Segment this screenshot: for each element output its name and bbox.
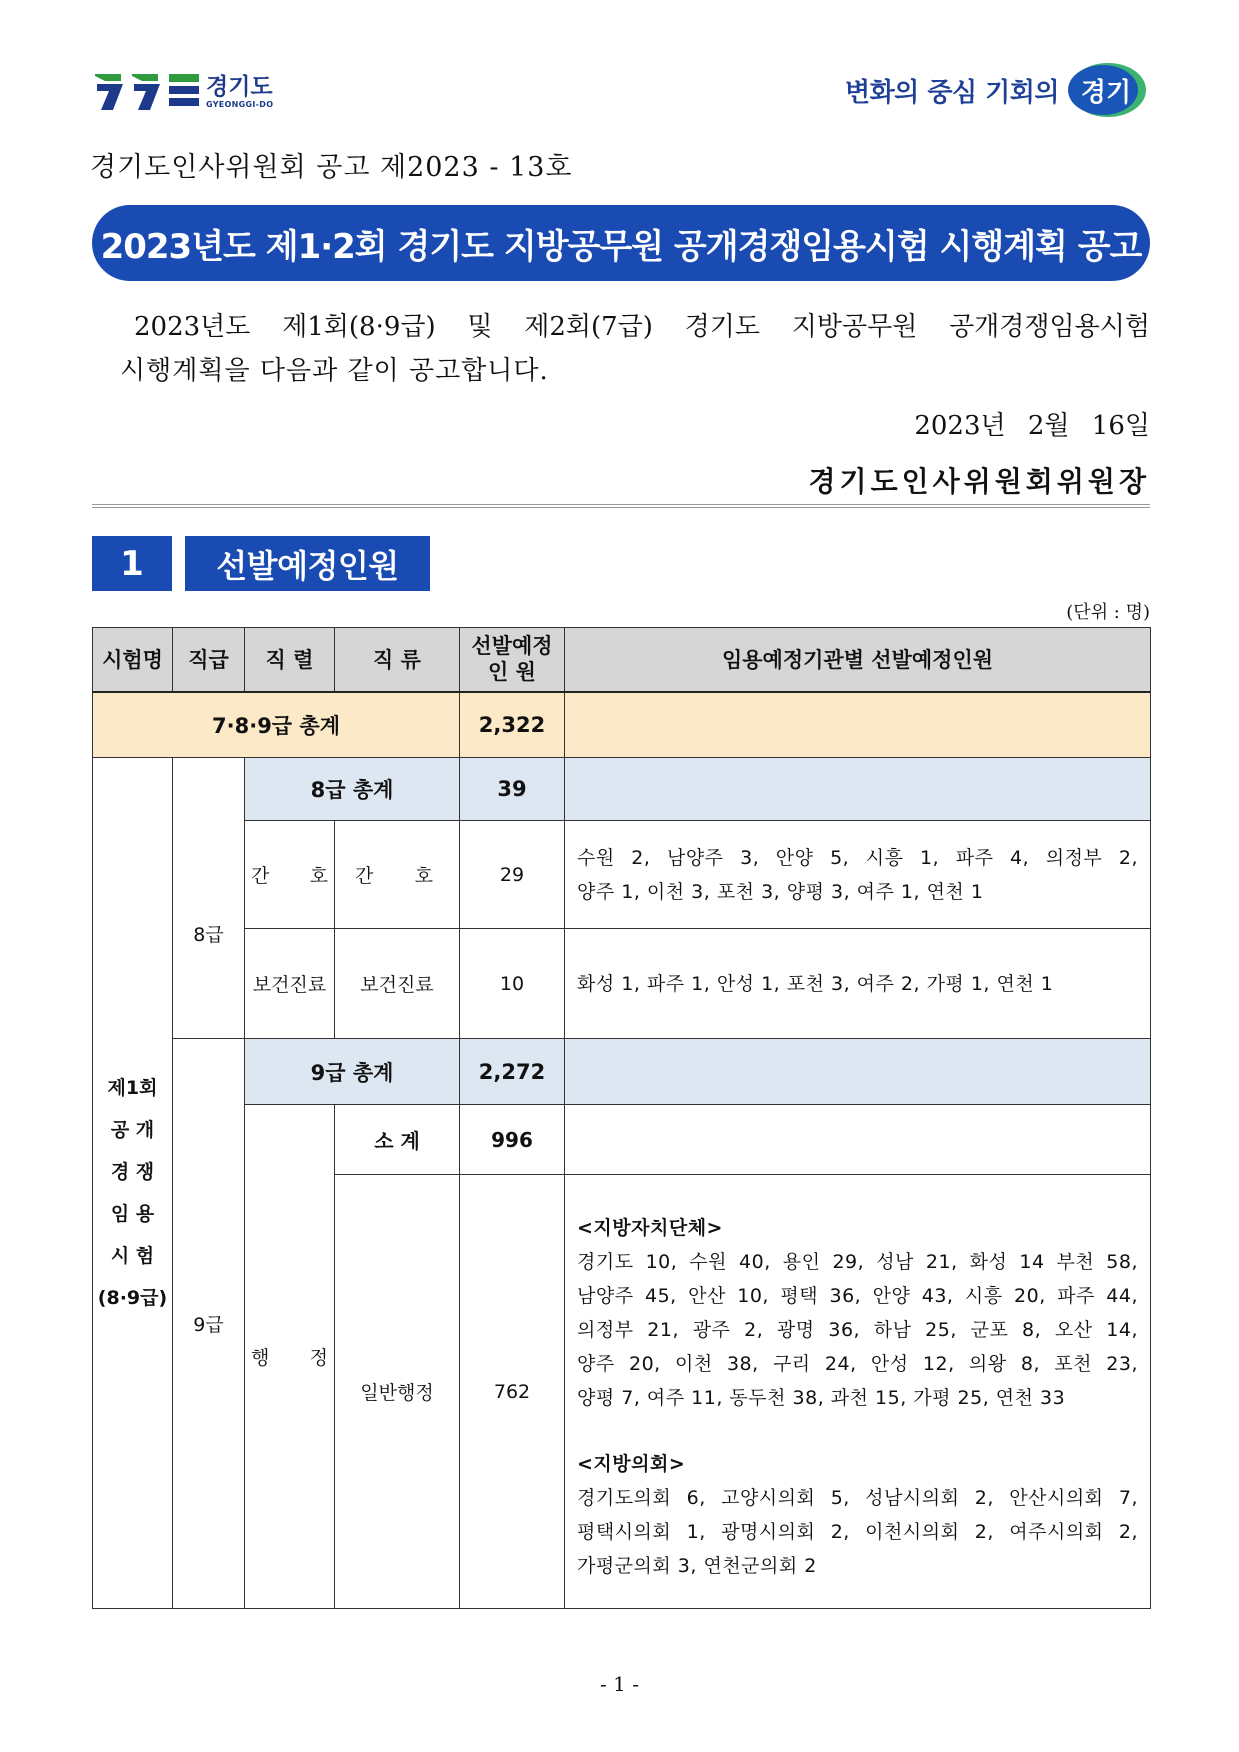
grade9-total-value: 2,272 [460, 1039, 565, 1105]
intro-line-1 [120, 305, 1150, 349]
small-total-row [93, 1105, 1151, 1175]
divider [92, 504, 1150, 508]
page-number: - 1 - [600, 1672, 639, 1696]
intro-paragraph [120, 305, 1150, 393]
small-total-label: 소 계 [335, 1105, 460, 1175]
count-general-admin: 762 [460, 1175, 565, 1609]
logo-wordmark [206, 73, 274, 109]
header-count [460, 628, 565, 692]
intro-word: 경기도 [684, 312, 761, 342]
category-health: 보건진료 [335, 929, 460, 1039]
header-count-line1: 선발예정 [471, 634, 553, 659]
exam-name-line: 제1회 [107, 1077, 158, 1099]
agency-line: 양평 7, 여주 11, 동두천 38, 과천 15, 가평 25, 연천 33 [577, 1387, 1066, 1409]
header-count-line2: 인 원 [488, 660, 536, 685]
agency-line: 수원 2, 남양주 3, 안양 5, 시흥 1, 파주 4, 의정부 2, [577, 846, 1138, 869]
grade9-total-label: 9급 총계 [245, 1039, 460, 1105]
category-nursing: 간 호 [355, 865, 433, 887]
header-category: 직 류 [335, 628, 460, 692]
category-general-admin: 일반행정 [335, 1175, 460, 1609]
exam-name-line: 임 용 [110, 1203, 155, 1225]
agency-line: 경기도 10, 수원 40, 용인 29, 성남 21, 화성 14 부천 58, [577, 1251, 1138, 1273]
agency-line: 경기도의회 6, 고양시의회 5, 성남시의회 2, 안산시의회 7, [577, 1487, 1138, 1509]
exam-name-line: 공 개 [110, 1119, 155, 1141]
intro-word: 2023년도 [134, 312, 251, 342]
section-title: 선발예정인원 [185, 536, 430, 591]
grade8-cell: 8급 [173, 758, 245, 1039]
agency-health [565, 929, 1151, 1039]
logo-english: GYEONGGI-DO [206, 99, 274, 109]
header-agency: 임용예정기관별 선발예정인원 [565, 628, 1151, 692]
series-admin-cell [245, 1105, 335, 1609]
agency-general-admin [565, 1175, 1151, 1609]
grade9-total-agency [565, 1039, 1151, 1105]
table-row [93, 929, 1151, 1039]
exam-name-line: 시 험 [110, 1245, 155, 1267]
grade9-cell: 9급 [173, 1039, 245, 1609]
exam-name-line: (8·9급) [97, 1287, 168, 1309]
gyeonggi-logo [95, 70, 273, 114]
category-cell [335, 821, 460, 929]
notice-number: 경기도인사위원회 공고 제2023 - 13호 [90, 152, 573, 183]
local-gov-title: <지방자치단체> [577, 1217, 723, 1239]
agency-line: 화성 1, 파주 1, 안성 1, 포천 3, 여주 2, 가평 1, 연천 1 [577, 972, 1054, 995]
intro-word: 및 [467, 312, 493, 342]
unit-label: (단위 : 명) [1066, 602, 1150, 623]
signer: 경기도인사위원회위원장 [808, 465, 1150, 498]
intro-word: 제1회(8·9급) [282, 312, 436, 342]
slogan-badge-text: 경기 [1080, 77, 1132, 108]
notice-date: 2023년 2월 16일 [914, 411, 1150, 441]
grade8-total-label: 8급 총계 [245, 758, 460, 821]
agency-nursing [565, 821, 1151, 929]
gyeonggi-logo-icon [95, 72, 200, 112]
exam-name-line: 경 쟁 [110, 1161, 155, 1183]
exam-name-cell [93, 758, 173, 1609]
agency-line: 양주 1, 이천 3, 포천 3, 양평 3, 여주 1, 연천 1 [577, 880, 984, 903]
small-total-agency [565, 1105, 1151, 1175]
grand-total-label: 7·8·9급 총계 [93, 692, 460, 758]
spacer [577, 1415, 1138, 1447]
header-exam: 시험명 [93, 628, 173, 692]
grand-total-value: 2,322 [460, 692, 565, 758]
grand-total-row [93, 692, 1151, 758]
slogan-badge [1065, 62, 1147, 118]
slogan-logo [845, 62, 1147, 118]
recruitment-table [92, 627, 1151, 1609]
table-header-row [93, 628, 1151, 692]
small-total-value: 996 [460, 1105, 565, 1175]
count-health: 10 [460, 929, 565, 1039]
header-grade: 직급 [173, 628, 245, 692]
logo-korean: 경기도 [206, 73, 273, 100]
agency-line: 양주 20, 이천 38, 구리 24, 안성 12, 의왕 8, 포천 23, [577, 1353, 1138, 1375]
header-series: 직 렬 [245, 628, 335, 692]
intro-line-2: 시행계획을 다음과 같이 공고합니다. [120, 356, 549, 386]
agency-line: 남양주 45, 안산 10, 평택 36, 안양 43, 시흥 20, 파주 44, [577, 1285, 1138, 1307]
grand-total-agency [565, 692, 1151, 758]
agency-line: 평택시의회 1, 광명시의회 2, 이천시의회 2, 여주시의회 2, [577, 1521, 1138, 1543]
grade8-total-value: 39 [460, 758, 565, 821]
series-health: 보건진료 [245, 929, 335, 1039]
intro-word: 제2회(7급) [524, 312, 653, 342]
title-banner [92, 205, 1150, 281]
count-nursing: 29 [460, 821, 565, 929]
section-number: 1 [92, 536, 172, 591]
table-row [93, 821, 1151, 929]
agency-line: 가평군의회 3, 연천군의회 2 [577, 1555, 817, 1577]
series-cell [245, 821, 335, 929]
page-title: 2023년도 제1·2회 경기도 지방공무원 공개경쟁임용시험 시행계획 공고 [100, 226, 1142, 267]
intro-word: 공개경쟁임용시험 [949, 312, 1150, 342]
exam-name [93, 1067, 172, 1319]
slogan-text: 변화의 중심 기회의 [844, 77, 1059, 108]
grade9-total-row [93, 1039, 1151, 1105]
grade8-total-row [93, 758, 1151, 821]
agency-line: 의정부 21, 광주 2, 광명 36, 하남 25, 군포 8, 오산 14, [577, 1319, 1138, 1341]
grade8-total-agency [565, 758, 1151, 821]
council-title: <지방의회> [577, 1453, 686, 1475]
series-admin: 행 정 [251, 1347, 328, 1369]
series-nursing: 간 호 [251, 865, 328, 887]
intro-word: 지방공무원 [791, 312, 918, 342]
